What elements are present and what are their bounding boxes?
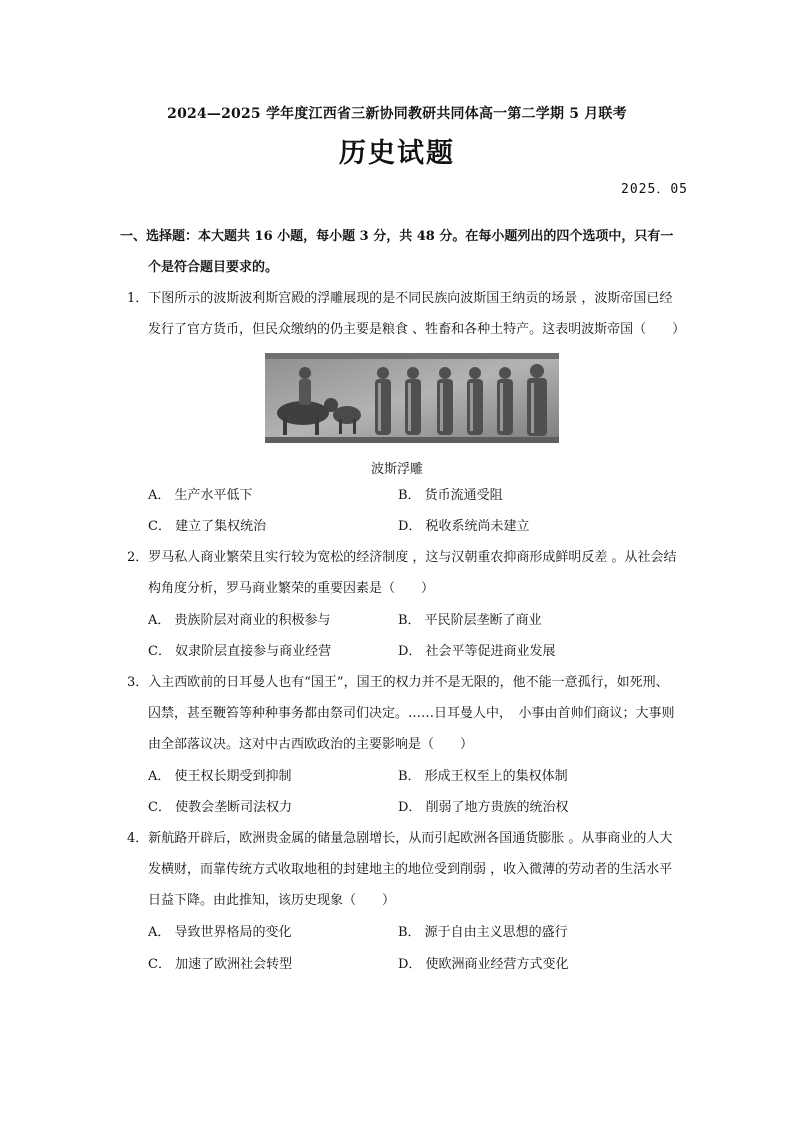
q3-option-a[interactable]: A． 使王权长期受到抑制 xyxy=(148,769,292,784)
exam-subtitle: 2024—2025 学年度江西省三新协同教研共同体高一第二学期 5 月联考 xyxy=(167,106,627,122)
figure-caption: 波斯浮雕 xyxy=(370,462,423,477)
q3-option-b[interactable]: B． 形成王权至上的集权体制 xyxy=(398,769,568,784)
q1-option-b[interactable]: B． 货币流通受阻 xyxy=(398,488,503,503)
q4-option-a[interactable]: A． 导致世界格局的变化 xyxy=(148,925,292,940)
question-3-line-2: 囚禁，甚至鞭笞等种种事务都由祭司们决定。……日耳曼人中， 小事由首帅们商议；大事则 xyxy=(148,706,675,721)
section-heading-line-1: 一、选择题：本大题共 16 小题，每小题 3 分，共 48 分。在每小题列出的四个选项中，只有一 xyxy=(120,229,674,244)
question-1-line-2: 发行了官方货币，但民众缴纳的仍主要是粮食 、牲畜和各种土特产。这表明波斯帝国（ ） xyxy=(148,322,686,337)
question-2-line-2: 构角度分析，罗马商业繁荣的重要因素是（ ） xyxy=(148,581,435,596)
q2-option-a[interactable]: A． 贵族阶层对商业的积极参与 xyxy=(148,613,331,628)
exam-date: 2025．05 xyxy=(621,182,688,197)
q4-option-b[interactable]: B． 源于自由主义思想的盛行 xyxy=(398,925,568,940)
q2-option-c[interactable]: C． 奴隶阶层直接参与商业经营 xyxy=(148,644,332,659)
exam-title: 历史试题 xyxy=(339,138,455,169)
question-3-line-3: 由全部落议决。这对中古西欧政治的主要影响是（ ） xyxy=(148,737,474,752)
persian-relief-image xyxy=(265,353,559,443)
q2-option-b[interactable]: B． 平民阶层垄断了商业 xyxy=(398,613,542,628)
q4-option-d[interactable]: D． 使欧洲商业经营方式变化 xyxy=(398,957,569,972)
question-4-line-1: 4．新航路开辟后，欧洲贵金属的储量急剧增长，从而引起欧洲各国通货膨胀 。从事商业的人大 xyxy=(127,831,673,846)
q1-option-c[interactable]: C． 建立了集权统治 xyxy=(148,519,267,534)
q1-option-a[interactable]: A． 生产水平低下 xyxy=(148,488,253,503)
question-3-line-1: 3．入主西欧前的日耳曼人也有“国王”，国王的权力并不是无限的，他不能一意孤行，如死刑、 xyxy=(127,675,669,690)
q4-option-c[interactable]: C． 加速了欧洲社会转型 xyxy=(148,957,293,972)
section-heading-line-2: 个是符合题目要求的。 xyxy=(148,260,279,275)
question-4-line-3: 日益下降。由此推知，该历史现象（ ） xyxy=(148,893,396,908)
q3-option-c[interactable]: C． 使教会垄断司法权力 xyxy=(148,800,293,815)
q1-option-d[interactable]: D． 税收系统尚未建立 xyxy=(398,519,530,534)
q2-option-d[interactable]: D． 社会平等促进商业发展 xyxy=(398,644,556,659)
question-1-line-1: 1．下图所示的波斯波利斯宫殿的浮雕展现的是不同民族向波斯国王纳贡的场景 ，波斯帝国已经 xyxy=(127,291,673,306)
q3-option-d[interactable]: D． 削弱了地方贵族的统治权 xyxy=(398,800,569,815)
question-4-line-2: 发横财，而靠传统方式收取地租的封建地主的地位受到削弱 ，收入微薄的劳动者的生活水平 xyxy=(148,862,673,877)
question-2-line-1: 2．罗马私人商业繁荣且实行较为宽松的经济制度 ，这与汉朝重农抑商形成鲜明反差 。从社会结 xyxy=(127,550,677,565)
